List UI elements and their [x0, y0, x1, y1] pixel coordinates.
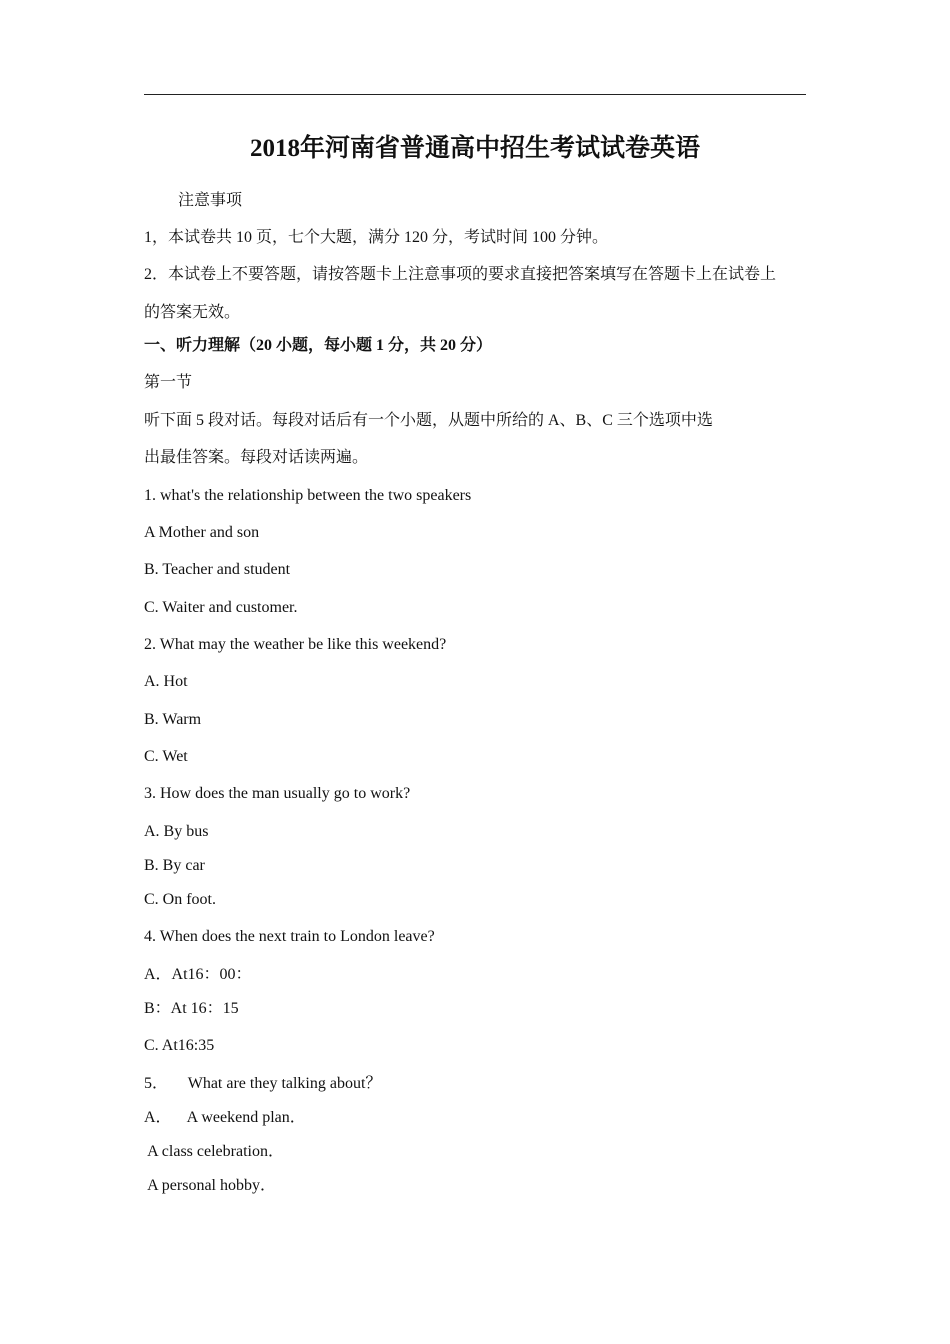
question-3-option-b: B. By car: [144, 857, 205, 874]
header-rule: [144, 94, 806, 95]
question-3-stem: 3. How does the man usually go to work?: [144, 785, 411, 802]
section-heading: 一、听力理解（20 小题，每小题 1 分，共 20 分）: [144, 337, 493, 354]
question-2-stem: 2. What may the weather be like this weekend?: [144, 636, 447, 653]
question-5-option-a: A． A weekend plan．: [144, 1109, 306, 1126]
question-2-option-a: A. Hot: [144, 673, 188, 690]
question-1-option-a: A Mother and son: [144, 524, 260, 541]
question-1-option-b: B. Teacher and student: [144, 561, 291, 578]
question-4-option-b: B：At 16：15: [144, 1000, 239, 1017]
question-2-option-b: B. Warm: [144, 711, 202, 728]
notice-item-2-line-2: 的答案无效。: [144, 304, 241, 321]
question-5-option-c: A personal hobby．: [144, 1177, 276, 1194]
instructions-line-2: 出最佳答案。每段对话读两遍。: [144, 449, 369, 466]
exam-title: 2018年河南省普通高中招生考试试卷英语: [249, 135, 700, 162]
notice-item-1: 1，本试卷共 10 页，七个大题，满分 120 分，考试时间 100 分钟。: [144, 229, 609, 246]
question-4-option-c: C. At16:35: [144, 1037, 215, 1054]
question-4-option-a: A．At16：00：: [144, 966, 252, 983]
notice-heading: 注意事项: [178, 192, 243, 209]
question-1-option-c: C. Waiter and customer.: [144, 599, 298, 616]
part-heading: 第一节: [144, 374, 193, 391]
question-2-option-c: C. Wet: [144, 748, 188, 765]
instructions-line-1: 听下面 5 段对话。每段对话后有一个小题，从题中所给的 A、B、C 三个选项中选: [144, 412, 713, 429]
question-1-stem: 1. what's the relationship between the two speakers: [144, 487, 472, 504]
question-5-option-b: A class celebration．: [144, 1143, 284, 1160]
question-5-stem: 5． What are they talking about？: [144, 1075, 382, 1092]
question-4-stem: 4. When does the next train to London leave?: [144, 928, 435, 945]
notice-item-2-line-1: 2．本试卷上不要答题，请按答题卡上注意事项的要求直接把答案填写在答题卡上在试卷上: [144, 266, 777, 283]
question-3-option-a: A. By bus: [144, 823, 209, 840]
question-3-option-c: C. On foot.: [144, 891, 216, 908]
